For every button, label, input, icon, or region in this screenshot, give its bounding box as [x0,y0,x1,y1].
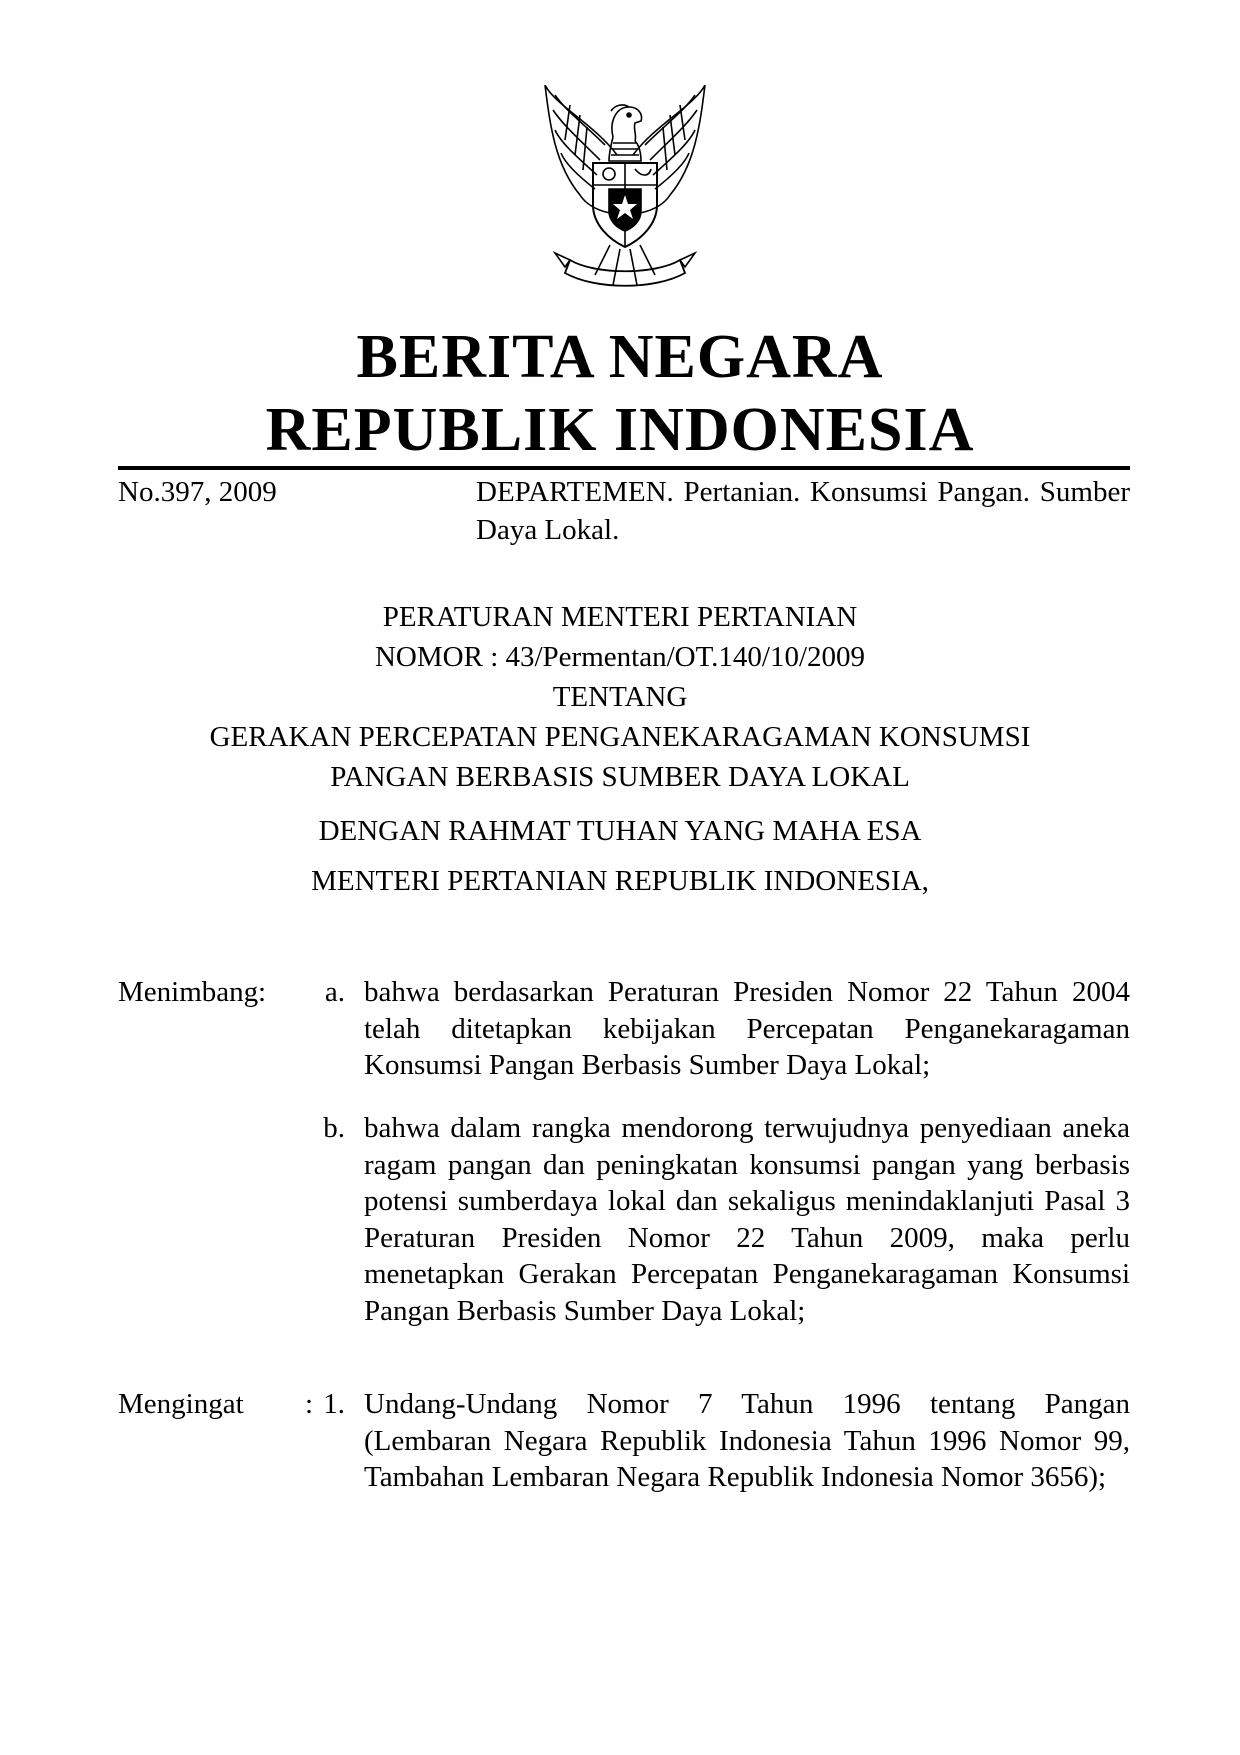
recalling-separator: : [305,1388,314,1420]
considering-item-a: bahwa berdasarkan Peraturan Presiden Nomor 22 Tahun 2004 telah ditetapkan kebijakan Percepatan Penganekaragaman Konsumsi Pangan Berbasis Sumber Daya Lokal; [364,976,1130,1081]
recalling-marker-1: 1. [323,1388,345,1420]
considering-separator: : [258,976,267,1008]
regulation-title-line2: PANGAN BERBASIS SUMBER DAYA LOKAL [330,761,910,793]
preamble-line1: DENGAN RAHMAT TUHAN YANG MAHA ESA [318,815,922,847]
considering-marker-b: b. [323,1112,345,1144]
preamble-line2: MENTERI PERTANIAN REPUBLIK INDONESIA, [311,865,929,897]
regulation-title-line1: GERAKAN PERCEPATAN PENGANEKARAGAMAN KONSUMSI [209,721,1031,753]
recalling-label: Mengingat [118,1388,244,1420]
header-divider [118,466,1130,470]
regulation-about: TENTANG [552,681,688,713]
gazette-number: No.397, 2009 [118,476,277,508]
regulation-number: NOMOR : 43/Permentan/OT.140/10/2009 [374,641,865,673]
considering-label: Menimbang [118,976,259,1008]
considering-item-b: bahwa dalam rangka mendorong terwujudnya penyediaan aneka ragam pangan dan peningkatan konsumsi pangan yang berbasis potensi sumberdaya lokal dan sekaligus menindaklanjuti Pasal 3 Peraturan Presiden Nomor 22 Tahun 2009, maka perlu menetapkan Gerakan Percepatan Penganekaragaman Konsumsi Pangan Berbasis Sumber Daya Lokal; [364,1112,1130,1327]
gazette-subtitle: REPUBLIK INDONESIA [265,396,975,464]
gazette-subject: DEPARTEMEN. Pertanian. Konsumsi Pangan. Sumber Daya Lokal. [476,476,1130,546]
garuda-pancasila-emblem-icon [525,85,725,300]
considering-marker-a: a. [324,976,345,1008]
recalling-item-1: Undang-Undang Nomor 7 Tahun 1996 tentang Pangan (Lembaran Negara Republik Indonesia Tahun 1996 Nomor 99, Tambahan Lembaran Negara Republik Indonesia Nomor 3656); [364,1388,1130,1493]
regulation-type: PERATURAN MENTERI PERTANIAN [382,601,858,633]
gazette-title: BERITA NEGARA [356,323,884,391]
